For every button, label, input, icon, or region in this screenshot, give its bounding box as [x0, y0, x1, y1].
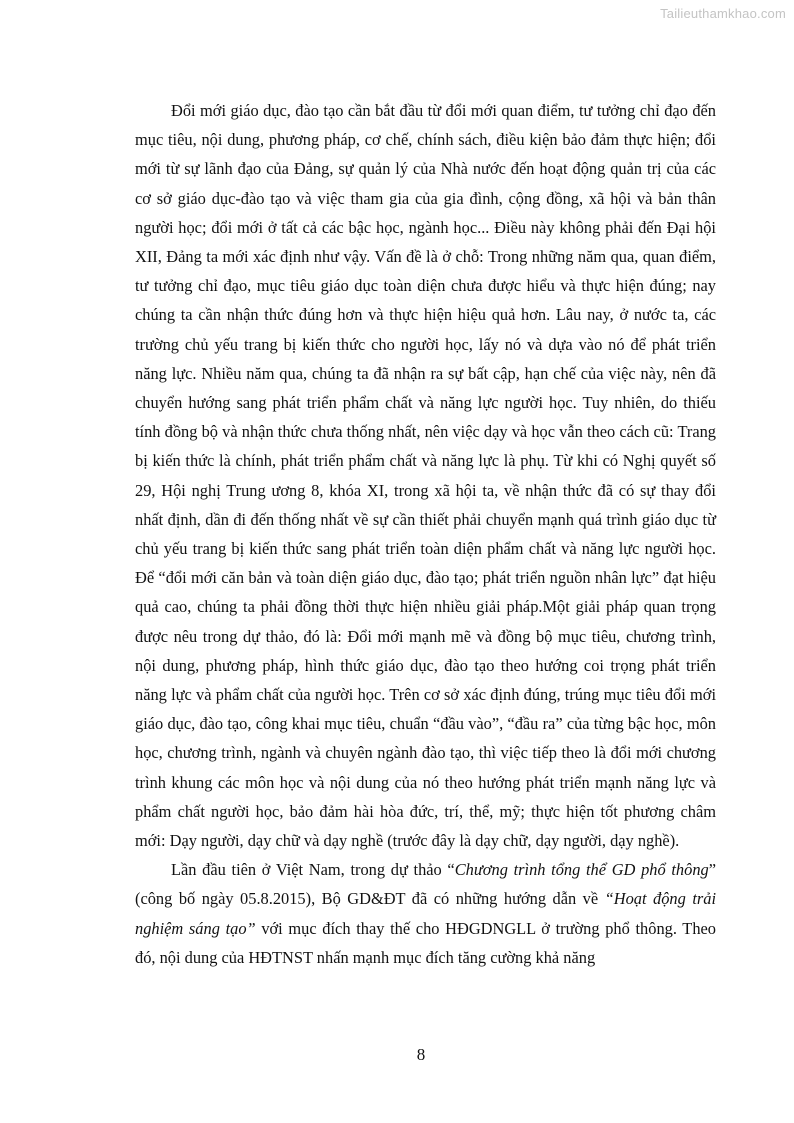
activity-title-italic: “Hoạt động trải nghiệm sáng tạo”: [135, 889, 716, 938]
page-body: [135, 96, 716, 972]
program-title-italic: Chương trình tổng thể GD phổ thông: [454, 860, 709, 880]
paragraph-1: Đổi mới giáo dục, đào tạo cần bắt đầu từ đổi mới quan điểm, tư tưởng chỉ đạo đến mục tiêu, nội dung, phương pháp, cơ chế, chính sách, điều kiện bảo đảm thực hiện; đổi mới từ sự lãnh đạo của Đảng, sự quản lý của Nhà nước đến hoạt động quản trị của các cơ sở giáo dục-đào tạo và việc tham gia của gia đình, cộng đồng, xã hội và bản thân người học; đổi mới ở tất cả các bậc học, ngành học... Điều này không phải đến Đại hội XII, Đảng ta mới xác định như vậy. Vấn đề là ở chỗ: Trong những năm qua, quan điểm, tư tưởng chỉ đạo, mục tiêu giáo dục toàn diện chưa được hiểu và thực hiện đúng; nay chúng ta cần nhận thức đúng hơn và thực hiện hiệu quả hơn. Lâu nay, ở nước ta, các trường chủ yếu trang bị kiến thức cho người học, lấy nó và dựa vào nó để phát triển năng lực. Nhiều năm qua, chúng ta đã nhận ra sự bất cập, hạn chế của việc này, nên đã chuyển hướng sang phát triển phẩm chất và năng lực người học. Tuy nhiên, do thiếu tính đồng bộ và nhận thức chưa thống nhất, nên việc dạy và học vẫn theo cách cũ: Trang bị kiến thức là chính, phát triển phẩm chất và năng lực là phụ. Từ khi có Nghị quyết số 29, Hội nghị Trung ương 8, khóa XI, trong xã hội ta, về nhận thức đã có sự thay đổi nhất định, dần đi đến thống nhất về sự cần thiết phải chuyển mạnh quá trình giáo dục từ chủ yếu trang bị kiến thức sang phát triển toàn diện phẩm chất và năng lực người học. Để “đổi mới căn bản và toàn diện giáo dục, đào tạo; phát triển nguồn nhân lực” đạt hiệu quả cao, chúng ta phải đồng thời thực hiện nhiều giải pháp.Một giải pháp quan trọng được nêu trong dự thảo, đó là: Đổi mới mạnh mẽ và đồng bộ mục tiêu, chương trình, nội dung, phương pháp, hình thức giáo dục, đào tạo theo hướng coi trọng phát triển năng lực và phẩm chất của người học. Trên cơ sở xác định đúng, trúng mục tiêu đổi mới giáo dục, đào tạo, công khai mục tiêu, chuẩn “đầu vào”, “đầu ra” của từng bậc học, môn học, chương trình, ngành và chuyên ngành đào tạo, thì việc tiếp theo là đổi mới chương trình khung các môn học và nội dung của nó theo hướng phát triển mạnh năng lực và phẩm chất người học, bảo đảm hài hòa đức, trí, thể, mỹ; thực hiện tốt phương châm mới: Dạy người, dạy chữ và dạy nghề (trước đây là dạy chữ, dạy người, dạy nghề).: [135, 101, 716, 851]
paragraph-2-text-b: ” (công bố ngày 05.8.2015), Bộ GD&ĐT đã có những hướng dẫn về: [135, 860, 716, 909]
page-number-container: [0, 1045, 794, 1065]
page-number: 8: [416, 1045, 426, 1064]
watermark-text: Tailieuthamkhao.com: [660, 6, 786, 21]
paragraph-2-text-c: với mục đích thay thế cho HĐGDNGLL ở trường phổ thông. Theo đó, nội dung của HĐTNST nhấn mạnh mục đích tăng cường khả năng: [135, 918, 716, 967]
paragraph-2: [135, 855, 716, 972]
paragraph-2-text-a: Lần đầu tiên ở Việt Nam, trong dự thảo “: [171, 860, 455, 880]
